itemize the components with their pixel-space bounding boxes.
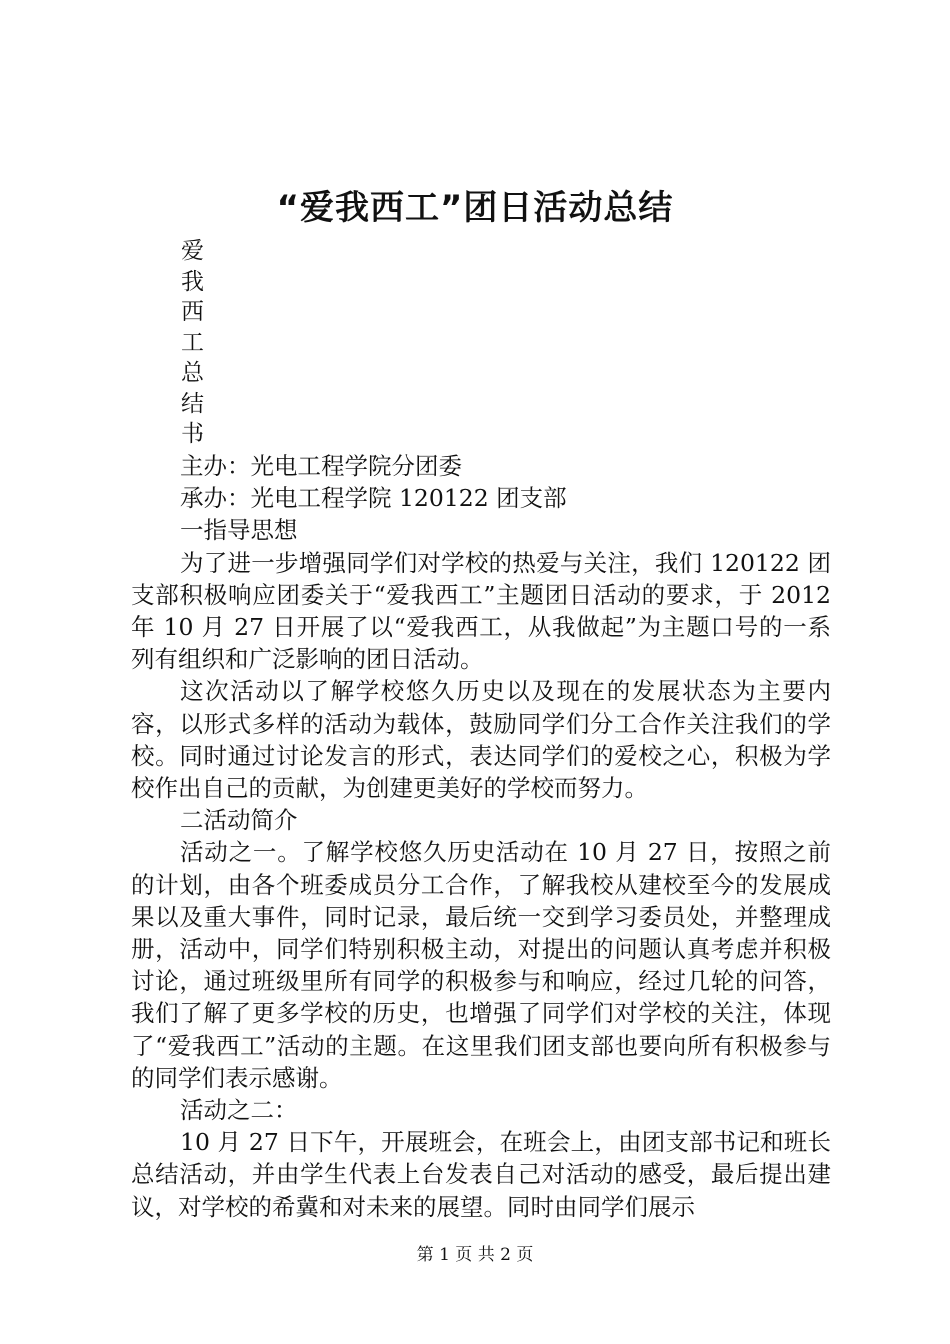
- vertical-char: 书: [181, 421, 204, 447]
- paragraph: 10 月 27 日下午，开展班会，在班会上，由团支部书记和班长总结活动，并由学生代表上台发表自己对活动的感受，最后提出建议，对学校的希冀和对未来的展望。同时由同学们展示: [131, 1128, 831, 1221]
- page-number-footer: 第 1 页 共 2 页: [416, 1245, 534, 1265]
- organizer-line: 主办：光电工程学院分团委: [180, 452, 462, 480]
- document-title: “爱我西工”团日活动总结: [276, 188, 674, 228]
- section-heading: 一指导思想: [180, 516, 298, 545]
- vertical-heading: [181, 236, 221, 450]
- co-organizer-line: 承办：光电工程学院 120122 团支部: [180, 484, 567, 513]
- vertical-char: 爱: [181, 238, 204, 264]
- paragraph: 为了进一步增强同学们对学校的热爱与关注，我们 120122 团支部积极响应团委关于“爱我西工”主题团日活动的要求，于 2012 年 10 月 27 日开展了以“爱我西工，从我做起”为主题口号的一系列有组织和广泛影响的团日活动。: [131, 548, 831, 674]
- document-body: [131, 450, 831, 1223]
- vertical-char: 我: [181, 268, 204, 295]
- vertical-char: 总: [181, 360, 204, 386]
- paragraph: 这次活动以了解学校悠久历史以及现在的发展状态为主要内容，以形式多样的活动为载体，鼓励同学们分工合作关注我们的学校。同时通过讨论发言的形式，表达同学们的爱校之心，积极为学校作出自己的贡献，为创建更美好的学校而努力。: [131, 677, 831, 803]
- vertical-char: 结: [181, 390, 204, 417]
- vertical-char: 工: [181, 329, 204, 356]
- section-heading: 二活动简介: [180, 806, 298, 835]
- vertical-char: 西: [181, 299, 204, 325]
- subheading: 活动之二：: [180, 1096, 298, 1125]
- paragraph: 活动之一。了解学校悠久历史活动在 10 月 27 日，按照之前的计划，由各个班委成员分工合作，了解我校从建校至今的发展成果以及重大事件，同时记录，最后统一交到学习委员处，并整理成册，活动中，同学们特别积极主动，对提出的问题认真考虑并积极讨论，通过班级里所有同学的积极参与和响应，经过几轮的问答，我们了解了更多学校的历史，也增强了同学们对学校的关注，体现了“爱我西工”活动的主题。在这里我们团支部也要向所有积极参与的同学们表示感谢。: [131, 838, 831, 1092]
